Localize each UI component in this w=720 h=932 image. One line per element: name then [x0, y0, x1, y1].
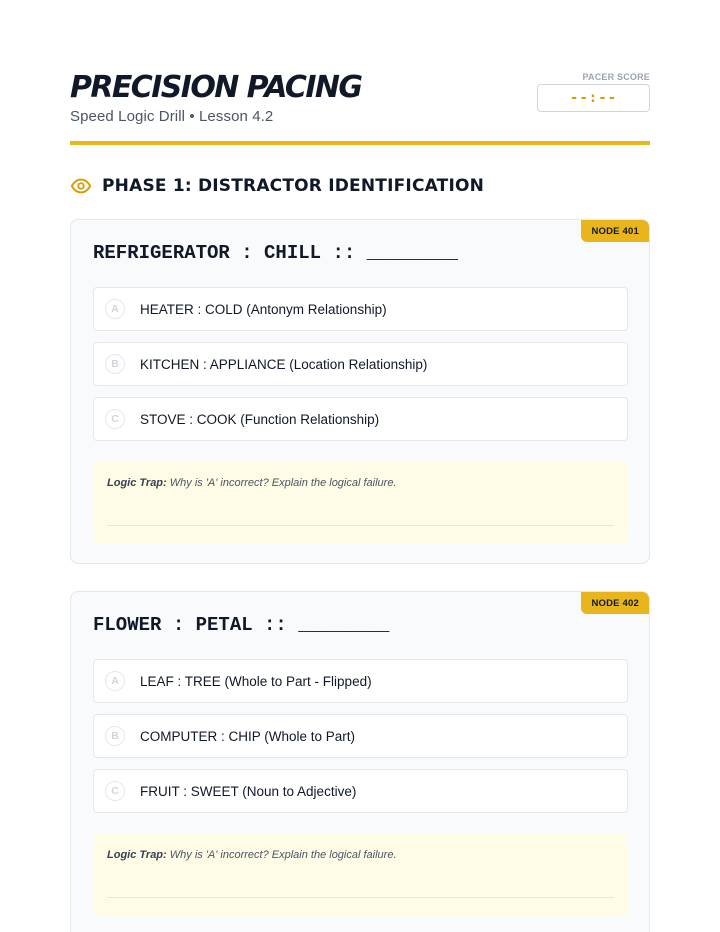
- question-card-401: [70, 219, 650, 564]
- option-letter: A: [105, 671, 125, 691]
- phase-title: PHASE 1: DISTRACTOR IDENTIFICATION: [102, 176, 485, 196]
- node-badge: NODE 401: [581, 220, 649, 242]
- answer-option-a[interactable]: [93, 287, 628, 331]
- logic-trap-answer-line[interactable]: [107, 525, 614, 526]
- answer-option-b[interactable]: [93, 714, 628, 758]
- logic-trap-label: Logic Trap:: [107, 477, 167, 489]
- answer-option-c[interactable]: [93, 397, 628, 441]
- answer-option-a[interactable]: [93, 659, 628, 703]
- logic-trap-answer-line[interactable]: [107, 897, 614, 898]
- option-text: FRUIT : SWEET (Noun to Adjective): [140, 783, 357, 799]
- option-letter: B: [105, 354, 125, 374]
- page-subtitle: Speed Logic Drill • Lesson 4.2: [70, 108, 274, 125]
- option-text: COMPUTER : CHIP (Whole to Part): [140, 728, 356, 744]
- pacer-score-field[interactable]: --:--: [537, 84, 650, 112]
- answer-option-b[interactable]: [93, 342, 628, 386]
- analogy-prompt: FLOWER : PETAL :: ________: [93, 614, 390, 636]
- logic-trap-question: Why is 'A' incorrect? Explain the logical failure.: [169, 477, 397, 489]
- logic-trap-box: [93, 461, 628, 543]
- question-card-402: [70, 591, 650, 932]
- option-letter: B: [105, 726, 125, 746]
- node-badge: NODE 402: [581, 592, 649, 614]
- page-header: [70, 68, 650, 128]
- analogy-prompt: REFRIGERATOR : CHILL :: ________: [93, 242, 458, 264]
- eye-icon: [70, 175, 92, 197]
- phase-heading: [70, 174, 484, 198]
- logic-trap-label: Logic Trap:: [107, 849, 167, 861]
- option-text: STOVE : COOK (Function Relationship): [140, 411, 380, 427]
- option-letter: A: [105, 299, 125, 319]
- logic-trap-question: Why is 'A' incorrect? Explain the logical failure.: [169, 849, 397, 861]
- logic-trap-prompt: [107, 477, 397, 489]
- option-text: LEAF : TREE (Whole to Part - Flipped): [140, 673, 372, 689]
- option-letter: C: [105, 781, 125, 801]
- header-divider: [70, 141, 650, 145]
- option-text: KITCHEN : APPLIANCE (Location Relationship): [140, 356, 428, 372]
- page-title: PRECISION PACING: [70, 70, 362, 105]
- pacer-score-label: PACER SCORE: [582, 72, 650, 82]
- logic-trap-box: [93, 833, 628, 915]
- answer-option-c[interactable]: [93, 769, 628, 813]
- option-letter: C: [105, 409, 125, 429]
- option-text: HEATER : COLD (Antonym Relationship): [140, 301, 387, 317]
- logic-trap-prompt: [107, 849, 397, 861]
